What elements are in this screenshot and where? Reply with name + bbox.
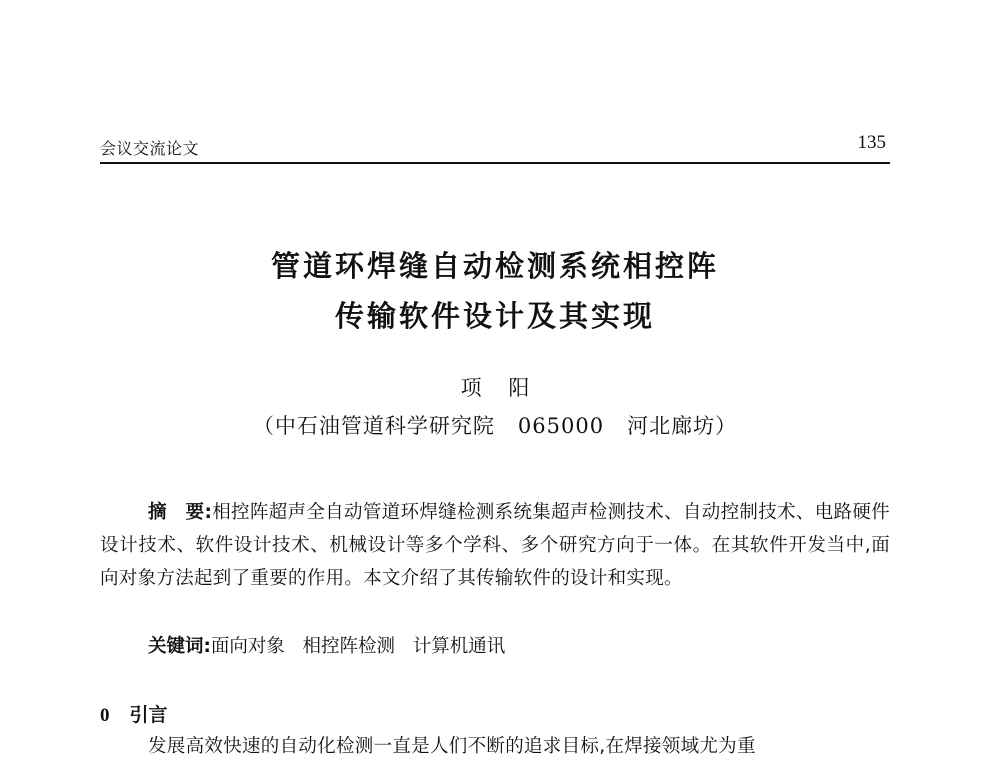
abstract xyxy=(100,496,890,595)
author-affiliation: （中石油管道科学研究院 065000 河北廊坊） xyxy=(252,414,738,438)
section-heading xyxy=(100,700,168,727)
abstract-label: 摘 要: xyxy=(148,502,213,523)
keywords-text: 面向对象 相控阵检测 计算机通讯 xyxy=(210,636,506,657)
intro-paragraph: 发展高效快速的自动化检测一直是人们不断的追求目标,在焊接领域尤为重 xyxy=(148,736,756,757)
keywords-label: 关键词: xyxy=(148,636,211,657)
keywords xyxy=(148,632,890,658)
paper-title-line-2: 传输软件设计及其实现 xyxy=(334,299,655,333)
abstract-text: 相控阵超声全自动管道环焊缝检测系统集超声检测技术、自动控制技术、电路硬件设计技术、软件设计技术、机械设计等多个学科、多个研究方向于一体。在其软件开发当中,面向对象方法起到了重要的作用。本文介绍了其传输软件的设计和实现。 xyxy=(100,502,890,589)
page-number: 135 xyxy=(857,132,886,153)
section-number: 0 xyxy=(100,705,110,726)
paper-title-line-1: 管道环焊缝自动检测系统相控阵 xyxy=(270,249,719,283)
section-title: 引言 xyxy=(129,704,168,726)
journal-section-label: 会议交流论文 xyxy=(100,139,200,158)
running-header xyxy=(100,132,890,160)
author-name: 项 阳 xyxy=(460,376,530,400)
header-rule xyxy=(100,162,890,164)
